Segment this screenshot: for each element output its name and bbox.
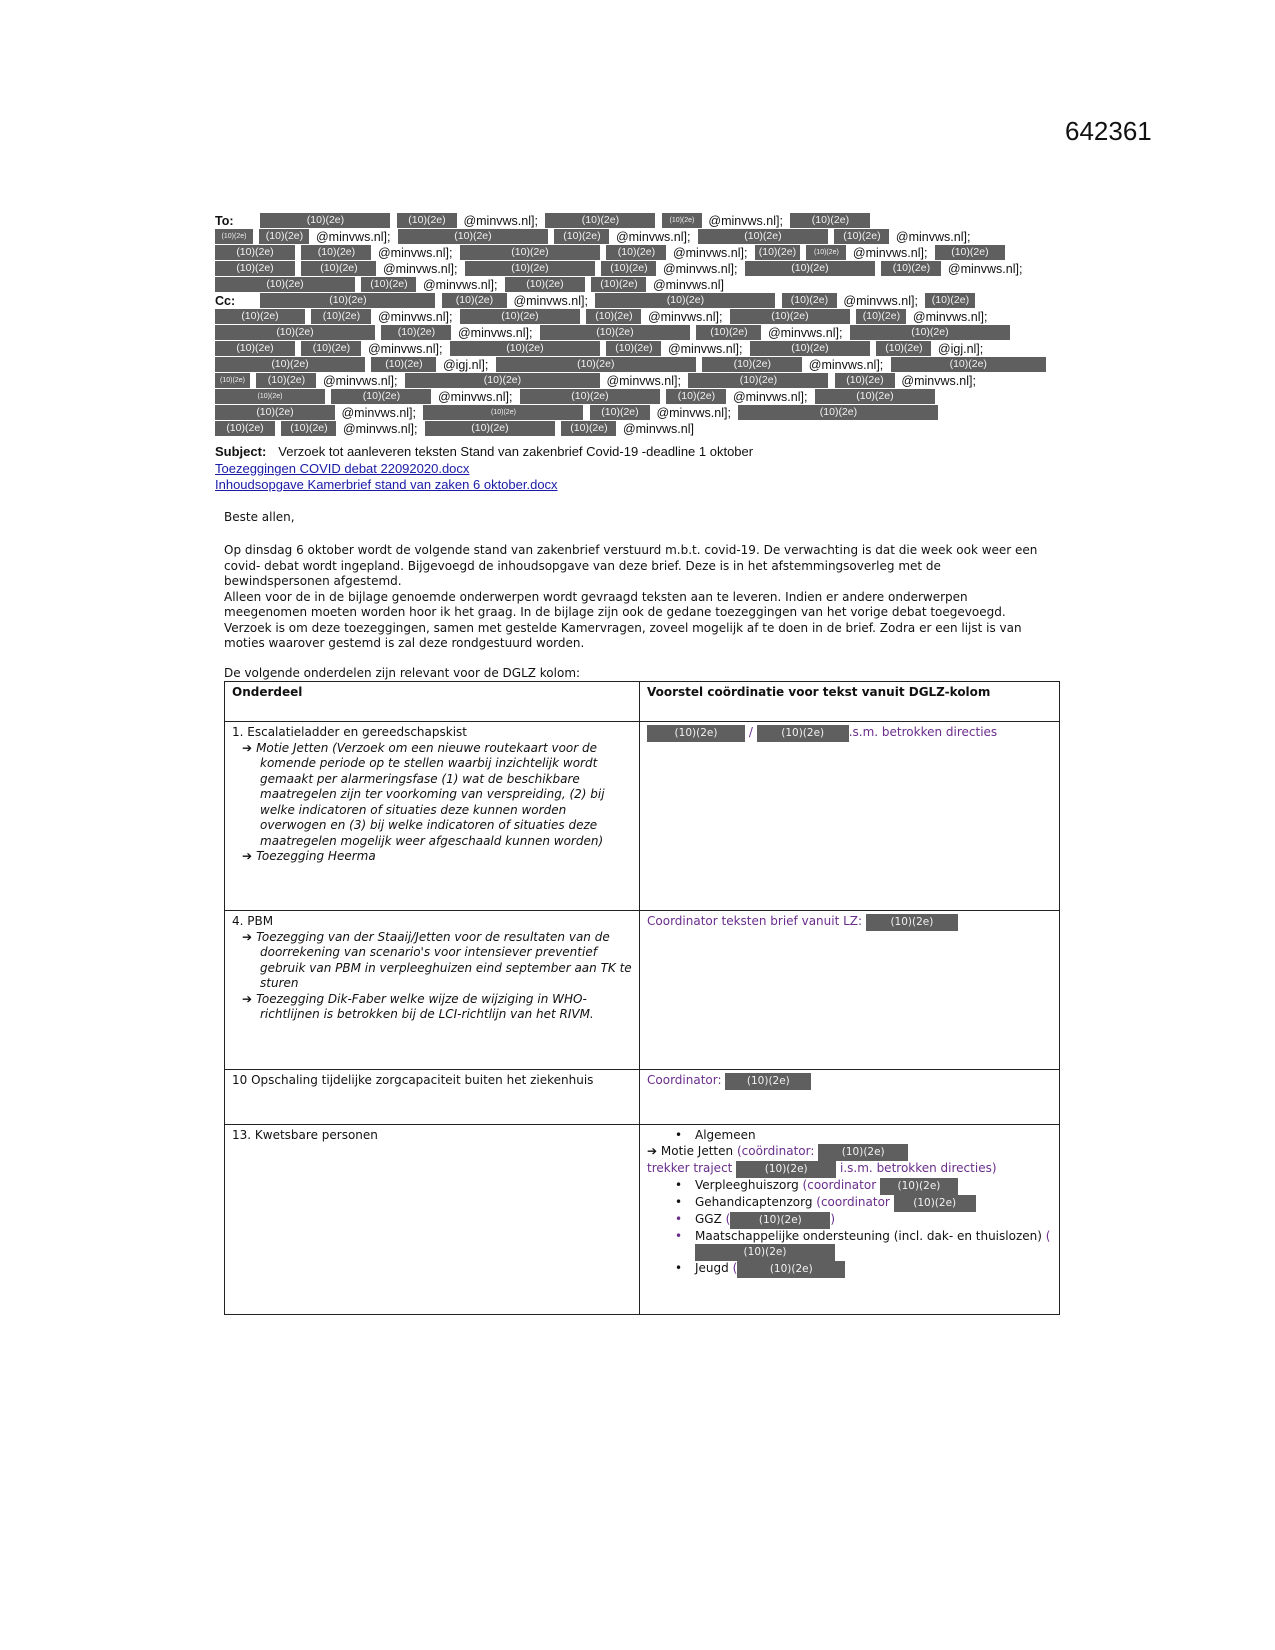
email-domain: @minvws.nl]; (513, 294, 588, 308)
redaction: (10)(2e) (935, 245, 1005, 260)
redaction: (10)(2e) (815, 389, 935, 404)
row2-item-2-text: Toezegging Dik-Faber welke wijze de wijziging in WHO-richtlijnen is betrokken bij de LCI-richtlijn van het RIVM. (256, 991, 594, 1021)
redaction: (10)(2e) (590, 405, 650, 420)
redaction: (10)(2e) (925, 293, 975, 308)
to-line-2 (215, 229, 1045, 245)
row1-item-2-text: Toezegging Heerma (256, 849, 376, 863)
redaction: (10)(2e) (215, 325, 375, 340)
redaction: (10)(2e) (750, 341, 870, 356)
email-domain: @minvws.nl]; (322, 374, 398, 388)
email-header (215, 213, 1045, 437)
redaction: (10)(2e) (215, 421, 275, 436)
email-domain: @minvws.nl]; (767, 326, 843, 340)
trekker-end: i.s.m. betrokken directies) (840, 1160, 997, 1175)
row2-left (225, 911, 640, 1070)
redaction: (10)(2e) (460, 309, 580, 324)
redaction: (10)(2e) (702, 357, 802, 372)
email-domain: @minvws.nl]; (367, 342, 443, 356)
redaction: (10)(2e) (835, 373, 895, 388)
redaction: (10)(2e) (311, 309, 371, 324)
gehandicapt-text: Gehandicaptenzorg (695, 1194, 813, 1209)
email-domain: @minvws.nl]; (843, 294, 918, 308)
redaction: (10)(2e) (215, 245, 295, 260)
header-voorstel: Voorstel coördinatie voor tekst vanuit DGLZ-kolom (640, 682, 1060, 722)
bullet-jeugd (647, 1261, 1052, 1278)
redaction: (10)(2e) (215, 309, 305, 324)
ggz-close: ) (830, 1211, 836, 1226)
redaction: (10)(2e) (790, 213, 870, 228)
redaction: (10)(2e) (737, 1261, 845, 1278)
email-domain: @minvws.nl]; (437, 390, 513, 404)
table-row (225, 911, 1060, 1070)
verpleeg-text: Verpleeghuiszorg (695, 1177, 799, 1192)
redaction: (10)(2e) (215, 373, 250, 388)
redaction: (10)(2e) (730, 1212, 830, 1229)
cc-line-4 (215, 341, 1045, 357)
redaction: (10)(2e) (666, 389, 726, 404)
email-domain: @minvws.nl]; (901, 374, 976, 388)
cc-line-2 (215, 309, 1045, 325)
redaction: (10)(2e) (662, 213, 702, 228)
redaction: (10)(2e) (442, 293, 507, 308)
email-domain: @minvws.nl]; (382, 262, 458, 276)
redaction: (10)(2e) (856, 309, 906, 324)
redaction: (10)(2e) (866, 914, 958, 931)
redaction: (10)(2e) (595, 293, 775, 308)
redaction: (10)(2e) (876, 341, 931, 356)
redaction: (10)(2e) (782, 293, 837, 308)
bullet-gehandicapt (647, 1195, 1052, 1212)
subject-label: Subject: (215, 444, 267, 459)
subject-text: Verzoek tot aanleveren teksten Stand van zakenbrief Covid-19 -deadline 1 oktober (278, 444, 754, 459)
email-domain: @minvws.nl]; (732, 390, 808, 404)
redaction: (10)(2e) (460, 245, 600, 260)
row1-right (640, 722, 1060, 911)
arrow-icon: ➔ (242, 991, 253, 1006)
redaction: (10)(2e) (880, 1178, 958, 1195)
redaction: (10)(2e) (725, 1073, 811, 1090)
row4-right (640, 1125, 1060, 1315)
cc-line-1 (215, 293, 1045, 309)
redaction: (10)(2e) (423, 405, 583, 420)
redaction: (10)(2e) (331, 389, 431, 404)
email-domain: @minvws.nl]; (852, 246, 928, 260)
redaction: (10)(2e) (259, 229, 309, 244)
redaction: (10)(2e) (215, 277, 355, 292)
bullet-ggz (647, 1212, 1052, 1229)
ggz-open: ( (725, 1211, 731, 1226)
redaction: (10)(2e) (698, 229, 828, 244)
row2-item-1 (232, 930, 632, 992)
dglz-table (224, 681, 1060, 1315)
email-domain: @minvws.nl]; (912, 310, 988, 324)
trekker-text: trekker traject (647, 1160, 733, 1175)
motie-coord: (coördinator: (736, 1143, 815, 1158)
redaction: (10)(2e) (301, 341, 361, 356)
row3-right (640, 1070, 1060, 1125)
email-domain: @minvws.nl]; (315, 230, 391, 244)
redaction: (10)(2e) (260, 293, 435, 308)
email-subject-line (215, 444, 753, 459)
maatsch-text: Maatschappelijke ondersteuning (incl. dak- en thuislozen) (695, 1228, 1042, 1243)
email-domain: @minvws.nl]; (895, 230, 971, 244)
redaction: (10)(2e) (738, 405, 938, 420)
redaction: (10)(2e) (755, 245, 800, 260)
row1-title: 1. Escalatieladder en gereedschapskist (232, 725, 467, 739)
email-domain: @minvws.nl] (652, 278, 724, 292)
redaction: (10)(2e) (561, 421, 616, 436)
redaction: (10)(2e) (591, 277, 646, 292)
maatsch-open: ( (1045, 1228, 1051, 1243)
email-domain: @minvws.nl]; (422, 278, 498, 292)
redaction: (10)(2e) (545, 213, 655, 228)
redaction: (10)(2e) (215, 389, 325, 404)
table-header-row (225, 682, 1060, 722)
redaction: (10)(2e) (688, 373, 828, 388)
redaction: (10)(2e) (450, 341, 600, 356)
row1-item-1-text: Motie Jetten (Verzoek om een nieuwe routekaart voor de komende periode op te stellen waarbij inzichtelijk wordt gemaakt per alarmeringsfase (1) wat de beschikbare maatregelen zijn ter voorkoming van verspreiding, (2) bij welke indicatoren of situaties deze kunnen worden overwogen en (3) bij welke indicatoren of situaties deze maatregelen mogelijk weer afgeschaald kunnen worden) (256, 740, 605, 848)
redaction: (10)(2e) (554, 229, 609, 244)
letter-paragraph-2: Alleen voor de in de bijlage genoemde onderwerpen wordt gevraagd teksten aan te leveren. Indien er andere onderwerpen meegenomen moeten worden hoor ik het graag. In de bijlage zijn ook de gedane toezeggingen van het vorige debat toegevoegd. Verzoek is om deze toezeggingen, samen met gestelde Kamervragen, zoveel mogelijk af te doen in de brief. Zodra er een lijst is van moties waarover gestemd is zal deze rondgestuurd worden. (224, 589, 1022, 650)
jeugd-open: ( (732, 1261, 738, 1275)
table-row (225, 1125, 1060, 1315)
redaction: (10)(2e) (696, 325, 761, 340)
table-row (225, 1070, 1060, 1125)
email-domain: @igj.nl]; (442, 358, 489, 372)
email-domain: @minvws.nl] (622, 422, 694, 436)
redaction: (10)(2e) (891, 357, 1046, 372)
redaction: (10)(2e) (215, 261, 295, 276)
redaction: (10)(2e) (745, 261, 875, 276)
redaction: (10)(2e) (281, 421, 336, 436)
gehandicapt-coord: (coordinator (816, 1194, 890, 1209)
row2-title: 4. PBM (232, 914, 274, 928)
row4-left: 13. Kwetsbare personen (225, 1125, 640, 1315)
redaction: (10)(2e) (601, 261, 656, 276)
redaction: (10)(2e) (818, 1144, 908, 1161)
row1-item-2 (232, 849, 632, 865)
to-line-1 (215, 213, 1045, 229)
email-domain: @minvws.nl]; (708, 214, 783, 228)
redaction: (10)(2e) (647, 725, 745, 742)
email-domain: @minvws.nl]; (947, 262, 1023, 276)
row1-coord-text: .s.m. betrokken directies (848, 725, 998, 739)
email-domain: @minvws.nl]; (672, 246, 748, 260)
arrow-icon: ➔ (647, 1143, 661, 1158)
redaction: (10)(2e) (371, 357, 436, 372)
redaction: (10)(2e) (215, 357, 365, 372)
redaction: (10)(2e) (881, 261, 941, 276)
redaction: (10)(2e) (540, 325, 690, 340)
bullet-verpleeg (647, 1178, 1052, 1195)
to-label: To: (215, 214, 234, 228)
redaction: (10)(2e) (496, 357, 696, 372)
arrow-icon: ➔ (242, 849, 253, 863)
jeugd-text: Jeugd (695, 1261, 729, 1275)
to-line-4 (215, 261, 1045, 277)
redaction: (10)(2e) (606, 245, 666, 260)
redaction: (10)(2e) (301, 245, 371, 260)
redaction: (10)(2e) (425, 421, 555, 436)
email-domain: @minvws.nl]; (808, 358, 884, 372)
email-domain: @minvws.nl]; (377, 246, 453, 260)
email-domain: @minvws.nl]; (341, 406, 416, 420)
cc-line-6 (215, 373, 1045, 389)
ggz-text: GGZ (695, 1211, 722, 1226)
redaction: (10)(2e) (405, 373, 600, 388)
cc-line-8 (215, 405, 1045, 421)
redaction: (10)(2e) (695, 1244, 835, 1261)
redaction: (10)(2e) (834, 229, 889, 244)
trekker-line (647, 1161, 1052, 1178)
redaction: (10)(2e) (606, 341, 661, 356)
redaction: (10)(2e) (398, 229, 548, 244)
row2-item-2 (232, 992, 632, 1023)
email-domain: @minvws.nl]; (342, 422, 418, 436)
table-row (225, 722, 1060, 911)
redaction: (10)(2e) (260, 213, 390, 228)
to-line-5 (215, 277, 1045, 293)
cc-line-5 (215, 357, 1045, 373)
redaction: (10)(2e) (757, 725, 849, 742)
slash: / (748, 725, 753, 739)
cc-line-9 (215, 421, 1045, 437)
row2-item-1-text: Toezegging van der Staaij/Jetten voor de resultaten van de doorrekening van scenario's voor intensiever preventief gebruik van PBM in verpleeghuizen eind september aan TK te sturen (256, 929, 632, 990)
email-domain: @minvws.nl]; (647, 310, 723, 324)
redaction: (10)(2e) (361, 277, 416, 292)
motie-line (647, 1144, 1052, 1161)
redaction: (10)(2e) (730, 309, 850, 324)
cc-line-7 (215, 389, 1045, 405)
cc-line-3 (215, 325, 1045, 341)
motie-text: Motie Jetten (660, 1143, 734, 1158)
email-domain: @minvws.nl]; (377, 310, 453, 324)
redaction: (10)(2e) (850, 325, 1010, 340)
arrow-icon: ➔ (242, 740, 253, 755)
redaction: (10)(2e) (256, 373, 316, 388)
email-domain: @minvws.nl]; (463, 214, 538, 228)
cc-label: Cc: (215, 294, 236, 308)
redaction: (10)(2e) (806, 245, 846, 260)
email-domain: @igj.nl]; (937, 342, 984, 356)
bullet-algemeen: • Algemeen (647, 1128, 1052, 1144)
email-domain: @minvws.nl]; (457, 326, 533, 340)
redaction: (10)(2e) (586, 309, 641, 324)
letter-body (224, 543, 1044, 652)
attachment-link-2[interactable]: Inhoudsopgave Kamerbrief stand van zaken 6 oktober.docx (215, 477, 558, 492)
redaction: (10)(2e) (465, 261, 595, 276)
row2-right (640, 911, 1060, 1070)
redaction: (10)(2e) (894, 1195, 976, 1212)
redaction: (10)(2e) (215, 341, 295, 356)
redaction: (10)(2e) (505, 277, 585, 292)
redaction: (10)(2e) (215, 229, 253, 244)
verpleeg-coord: (coordinator (802, 1177, 877, 1192)
redaction: (10)(2e) (520, 389, 660, 404)
row1-item-1 (232, 741, 632, 850)
to-line-3 (215, 245, 1045, 261)
email-domain: @minvws.nl]; (662, 262, 738, 276)
arrow-icon: ➔ (242, 929, 253, 944)
row3-left: 10 Opschaling tijdelijke zorgcapaciteit buiten het ziekenhuis (225, 1070, 640, 1125)
row1-left (225, 722, 640, 911)
letter-greeting: Beste allen, (224, 510, 295, 524)
email-domain: @minvws.nl]; (615, 230, 691, 244)
redaction: (10)(2e) (215, 405, 335, 420)
email-domain: @minvws.nl]; (606, 374, 681, 388)
redaction: (10)(2e) (301, 261, 376, 276)
email-domain: @minvws.nl]; (656, 406, 731, 420)
bullet-maatsch (647, 1229, 1052, 1262)
redaction: (10)(2e) (381, 325, 451, 340)
redaction: (10)(2e) (397, 213, 457, 228)
letter-paragraph-1: Op dinsdag 6 oktober wordt de volgende stand van zakenbrief verstuurd m.b.t. covid-19. De verwachting is dat die week ook weer een covid- debat wordt ingepland. Bijgevoegd de inhoudsopgave van deze brief. Deze is in het afstemmingsoverleg met de bewindspersonen afgestemd. (224, 543, 1038, 588)
attachment-link-1[interactable]: Toezeggingen COVID debat 22092020.docx (215, 461, 470, 476)
redaction: (10)(2e) (736, 1161, 836, 1178)
row2-coord-text: Coordinator teksten brief vanuit LZ: (647, 914, 863, 928)
document-id: 642361 (1065, 116, 1152, 146)
row3-coord-text: Coordinator: (647, 1073, 722, 1087)
header-onderdeel: Onderdeel (225, 682, 640, 722)
table-intro: De volgende onderdelen zijn relevant voor de DGLZ kolom: (224, 666, 581, 680)
email-domain: @minvws.nl]; (667, 342, 743, 356)
